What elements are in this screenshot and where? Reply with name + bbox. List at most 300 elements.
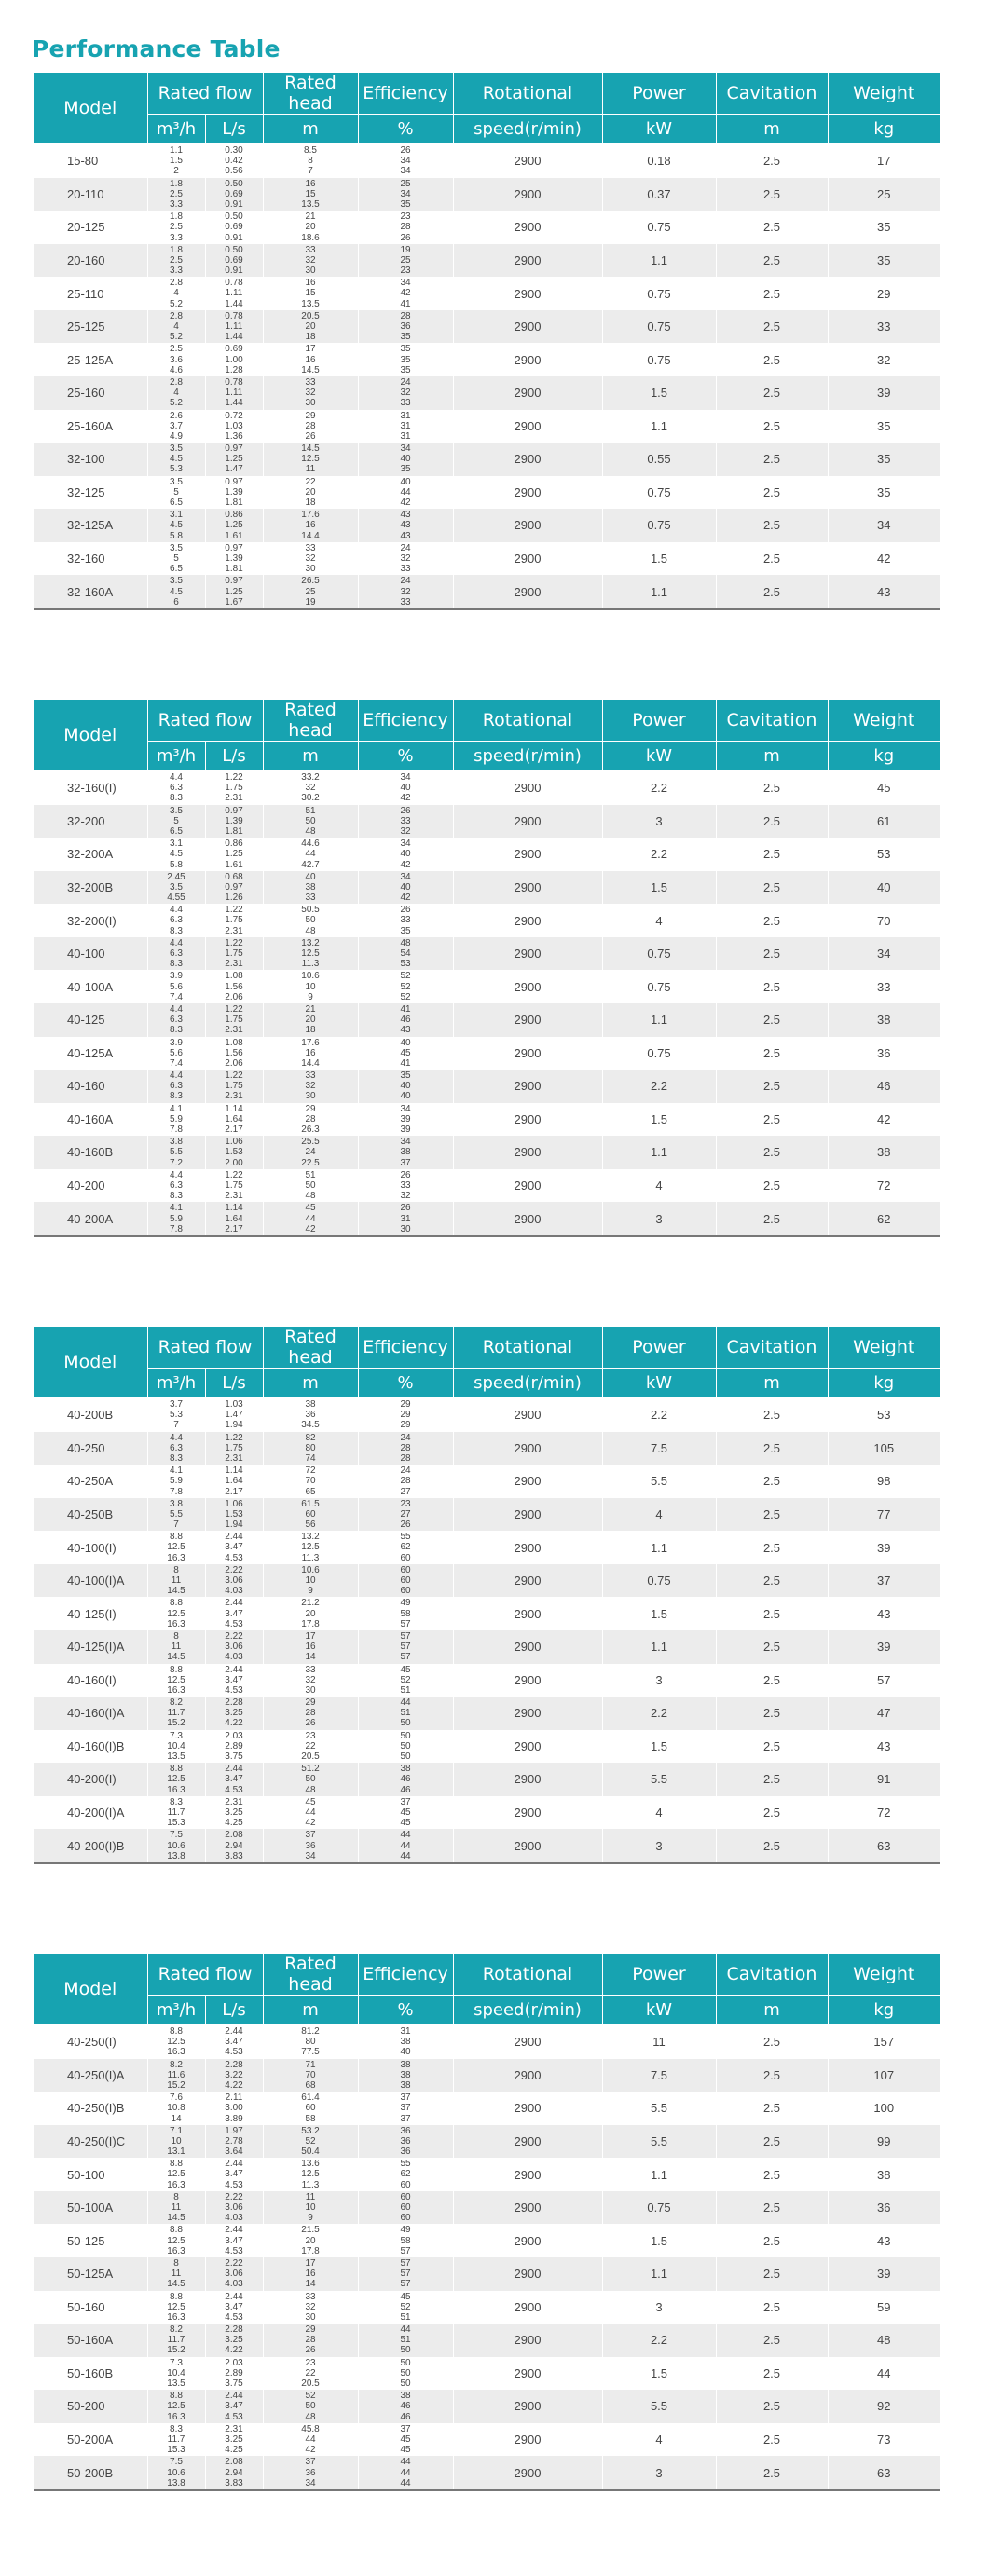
- power-cell: 1.5: [602, 2224, 716, 2257]
- model-cell: 20-110: [34, 178, 147, 211]
- head-cell-value: 13.6: [301, 2159, 320, 2170]
- table-row: [34, 1070, 940, 1103]
- flow-ls-cell: [205, 1564, 263, 1598]
- flow-m3h-cell-value: 8.3: [170, 2423, 183, 2434]
- efficiency-cell-value: 50: [400, 2357, 411, 2368]
- flow-ls-cell-value: 2.94: [225, 2467, 243, 2478]
- flow-ls-cell-value: 0.97: [225, 443, 243, 455]
- head-cell-value: 20: [305, 486, 316, 497]
- efficiency-cell-value: 35: [400, 344, 411, 355]
- head-cell-value: 9: [308, 991, 313, 1002]
- power-cell: 1.5: [602, 2357, 716, 2391]
- model-cell: 15-80: [34, 144, 147, 178]
- flow-m3h-cell-value: 3.7: [170, 1399, 183, 1410]
- efficiency-cell-value: 29: [400, 1420, 411, 1431]
- flow-ls-cell-value: 1.75: [225, 1442, 243, 1453]
- flow-m3h-cell-value: 15.3: [167, 1818, 185, 1829]
- head-cell-value: 50: [305, 1179, 316, 1191]
- flow-m3h-cell-value: 12.5: [167, 1608, 185, 1619]
- model-cell: 32-200A: [34, 838, 147, 871]
- efficiency-cell-value: 33: [400, 596, 411, 607]
- unit-row: [34, 1369, 940, 1398]
- flow-ls-cell: [205, 1136, 263, 1169]
- efficiency-cell-value: 23: [400, 211, 411, 223]
- table-row: [34, 1202, 940, 1236]
- flow-m3h-cell-value: 6.3: [170, 1179, 183, 1191]
- flow-m3h-cell: [147, 2025, 205, 2059]
- head-cell-value: 58: [305, 2113, 316, 2124]
- flow-ls-cell-value: 2.31: [225, 1025, 243, 1036]
- head-cell-value: 10.6: [301, 1564, 320, 1575]
- head-cell-value: 30: [305, 2311, 316, 2323]
- flow-ls-cell: [205, 1465, 263, 1498]
- flow-ls-cell: [205, 2158, 263, 2191]
- flow-m3h-cell-value: 7.5: [170, 1830, 183, 1841]
- cavitation-cell: 2.5: [716, 1169, 828, 1203]
- head-cell-value: 33: [305, 1070, 316, 1082]
- power-cell: 1.1: [602, 1136, 716, 1169]
- head-cell-value: 20: [305, 1608, 316, 1619]
- speed-cell: 2900: [453, 178, 602, 211]
- efficiency-cell-value: 46: [400, 1774, 411, 1785]
- head-cell-value: 60: [305, 2103, 316, 2114]
- flow-m3h-cell-value: 3.5: [170, 576, 183, 587]
- flow-ls-cell-value: 0.97: [225, 542, 243, 553]
- flow-m3h-cell-value: 5.8: [170, 859, 183, 870]
- flow-ls-cell: [205, 343, 263, 376]
- flow-ls-cell: [205, 277, 263, 310]
- efficiency-cell-value: 35: [400, 198, 411, 210]
- flow-ls-cell-value: 2.31: [225, 2423, 243, 2434]
- table-row: [34, 2456, 940, 2490]
- flow-ls-cell: [205, 2456, 263, 2490]
- table-row: [34, 1763, 940, 1796]
- header-weight: Weight: [828, 1954, 940, 1996]
- flow-ls-cell-value: 2.17: [225, 1124, 243, 1135]
- speed-cell: 2900: [453, 144, 602, 178]
- efficiency-cell-value: 34: [400, 871, 411, 882]
- flow-ls-cell-value: 1.22: [225, 1070, 243, 1082]
- flow-ls-cell-value: 4.03: [225, 1586, 243, 1597]
- efficiency-cell-value: 41: [400, 1057, 411, 1069]
- efficiency-cell-value: 27: [400, 1508, 411, 1520]
- weight-cell: 105: [828, 1432, 940, 1465]
- head-cell-value: 26: [305, 1718, 316, 1729]
- power-cell: 0.18: [602, 144, 716, 178]
- flow-m3h-cell-value: 13.5: [167, 2378, 185, 2389]
- efficiency-cell-value: 38: [400, 2059, 411, 2070]
- table-row: [34, 1730, 940, 1764]
- flow-ls-cell-value: 2.17: [225, 1223, 243, 1234]
- head-cell-value: 68: [305, 2079, 316, 2091]
- flow-ls-cell-value: 0.97: [225, 881, 243, 893]
- efficiency-cell-value: 37: [400, 1157, 411, 1168]
- flow-ls-cell-value: 4.22: [225, 2079, 243, 2091]
- head-cell-value: 17: [305, 1630, 316, 1642]
- head-cell-value: 48: [305, 1784, 316, 1795]
- speed-cell: 2900: [453, 2456, 602, 2490]
- speed-cell: 2900: [453, 1498, 602, 1532]
- speed-cell: 2900: [453, 2125, 602, 2159]
- head-cell-value: 10: [305, 1575, 316, 1586]
- efficiency-cell: [358, 2291, 453, 2324]
- efficiency-cell-value: 26: [400, 232, 411, 243]
- model-cell: 32-160: [34, 542, 147, 576]
- model-cell: 20-125: [34, 211, 147, 244]
- cavitation-cell: 2.5: [716, 904, 828, 937]
- flow-ls-cell-value: 1.06: [225, 1498, 243, 1509]
- flow-ls-cell-value: 1.64: [225, 1213, 243, 1224]
- flow-m3h-cell: [147, 904, 205, 937]
- flow-ls-cell: [205, 1730, 263, 1764]
- flow-m3h-cell: [147, 1103, 205, 1137]
- efficiency-cell-value: 42: [400, 288, 411, 299]
- efficiency-cell: [358, 2257, 453, 2291]
- efficiency-cell-value: 45: [400, 2291, 411, 2302]
- cavitation-cell: 2.5: [716, 838, 828, 871]
- flow-ls-cell: [205, 1796, 263, 1830]
- flow-ls-cell-value: 4.22: [225, 1718, 243, 1729]
- header-efficiency: Efficiency: [358, 73, 453, 115]
- efficiency-cell-value: 38: [400, 1764, 411, 1775]
- unit-head: m: [263, 1996, 358, 2025]
- head-cell-value: 60: [305, 1508, 316, 1520]
- flow-ls-cell-value: 4.53: [225, 2411, 243, 2422]
- efficiency-cell-value: 40: [400, 849, 411, 860]
- efficiency-cell-value: 45: [400, 1664, 411, 1675]
- weight-cell: 32: [877, 352, 891, 367]
- flow-ls-cell-value: 2.00: [225, 1157, 243, 1168]
- head-cell-value: 25.5: [301, 1137, 320, 1148]
- cavitation-cell: 2.5: [716, 937, 828, 971]
- flow-ls-cell: [205, 838, 263, 871]
- unit-head: m: [263, 1369, 358, 1398]
- efficiency-cell-value: 33: [400, 398, 411, 409]
- header-row: [34, 1327, 940, 1369]
- weight-cell: 59: [877, 2299, 891, 2314]
- cavitation-cell: 2.5: [716, 575, 828, 609]
- cavitation-cell: 2.5: [716, 1697, 828, 1730]
- flow-m3h-cell-value: 11: [171, 2269, 182, 2280]
- cavitation-cell: 2.5: [716, 1829, 828, 1863]
- head-cell-value: 30: [305, 398, 316, 409]
- flow-m3h-cell-value: 5.6: [170, 981, 183, 992]
- performance-table-grid: [34, 700, 940, 1237]
- table-row: [34, 1136, 940, 1169]
- flow-m3h-cell: [147, 838, 205, 871]
- flow-ls-cell-value: 2.28: [225, 1697, 243, 1709]
- flow-m3h-cell-value: 5.2: [170, 398, 183, 409]
- efficiency-cell-value: 45: [400, 2433, 411, 2445]
- model-cell: 40-200: [34, 1169, 147, 1203]
- flow-m3h-cell-value: 4.5: [170, 520, 183, 531]
- efficiency-cell-value: 44: [400, 486, 411, 497]
- efficiency-cell-value: 40: [400, 2047, 411, 2058]
- flow-m3h-cell: [147, 1531, 205, 1564]
- head-cell-value: 48: [305, 825, 316, 837]
- head-cell-value: 18: [305, 1025, 316, 1036]
- flow-ls-cell-value: 3.47: [225, 2401, 243, 2412]
- cavitation-cell: 2.5: [716, 2291, 828, 2324]
- speed-cell: 2900: [453, 277, 602, 310]
- header-efficiency: Efficiency: [358, 1327, 453, 1369]
- flow-ls-cell: [205, 542, 263, 576]
- flow-ls-cell-value: 0.50: [225, 178, 243, 189]
- flow-ls-cell-value: 3.47: [225, 1674, 243, 1685]
- flow-m3h-cell-value: 7.4: [170, 991, 183, 1002]
- efficiency-cell-value: 32: [400, 552, 411, 564]
- unit-row: [34, 742, 940, 771]
- weight-cell: 42: [877, 552, 891, 566]
- head-cell: [263, 1829, 358, 1863]
- flow-ls-cell: [205, 2025, 263, 2059]
- efficiency-cell-value: 52: [400, 971, 411, 982]
- flow-ls-cell: [205, 211, 263, 244]
- head-cell-value: 21: [305, 1003, 316, 1015]
- head-cell-value: 50: [305, 915, 316, 926]
- efficiency-cell-value: 39: [400, 1124, 411, 1135]
- head-cell-value: 11: [305, 2191, 316, 2202]
- efficiency-cell-value: 24: [400, 576, 411, 587]
- head-cell-value: 16: [305, 2269, 316, 2280]
- cavitation-cell: 2.5: [716, 1531, 828, 1564]
- head-cell-value: 11.3: [301, 959, 320, 970]
- efficiency-cell-value: 31: [400, 430, 411, 442]
- efficiency-cell: [358, 1630, 453, 1664]
- head-cell-value: 30.2: [301, 793, 320, 804]
- flow-ls-cell-value: 2.08: [225, 1830, 243, 1841]
- efficiency-cell-value: 28: [400, 1452, 411, 1464]
- flow-ls-cell-value: 2.22: [225, 2191, 243, 2202]
- head-cell: [263, 443, 358, 476]
- flow-m3h-cell-value: 4.5: [170, 849, 183, 860]
- table-row: [34, 937, 940, 971]
- efficiency-cell-value: 50: [400, 1718, 411, 1729]
- weight-cell: 38: [828, 1003, 940, 1037]
- unit-flow-ls: L/s: [205, 115, 263, 144]
- table-row: [34, 805, 940, 838]
- flow-m3h-cell-value: 13.5: [167, 1751, 185, 1762]
- flow-ls-cell-value: 0.30: [225, 145, 243, 156]
- model-cell: 32-200B: [34, 871, 147, 905]
- flow-ls-cell: [205, 1398, 263, 1432]
- flow-ls-cell-value: 1.22: [225, 1003, 243, 1015]
- header-weight: Weight: [828, 700, 940, 742]
- head-cell-value: 44: [305, 2433, 316, 2445]
- head-cell-value: 30: [305, 1684, 316, 1696]
- head-cell-value: 19: [305, 596, 316, 607]
- efficiency-cell-value: 57: [400, 1642, 411, 1653]
- power-cell: 1.1: [602, 2158, 716, 2191]
- flow-m3h-cell-value: 3.3: [170, 198, 183, 210]
- flow-m3h-cell-value: 2.5: [170, 254, 183, 266]
- head-cell-value: 17.8: [301, 1618, 320, 1629]
- unit-cavitation: m: [716, 115, 828, 144]
- power-cell: 1.5: [602, 542, 716, 576]
- table-row: [34, 211, 940, 244]
- speed-cell: 2900: [453, 2324, 602, 2357]
- power-cell: 0.75: [602, 509, 716, 542]
- efficiency-cell-value: 48: [400, 937, 411, 948]
- head-cell-value: 16: [305, 278, 316, 289]
- flow-m3h-cell-value: 4.1: [170, 1103, 183, 1114]
- flow-ls-cell: [205, 871, 263, 905]
- efficiency-cell-value: 62: [400, 2169, 411, 2180]
- weight-cell: 34: [828, 937, 940, 971]
- efficiency-cell: [358, 1136, 453, 1169]
- model-cell: 40-250(I): [34, 2025, 147, 2059]
- cavitation-cell: 2.5: [716, 805, 828, 838]
- flow-m3h-cell-value: 4.9: [170, 430, 183, 442]
- flow-m3h-cell: [147, 2224, 205, 2257]
- head-cell-value: 16: [305, 178, 316, 189]
- flow-m3h-cell-value: 8.8: [170, 2291, 183, 2302]
- efficiency-cell-value: 32: [400, 1191, 411, 1202]
- flow-m3h-cell-value: 7.6: [170, 2092, 183, 2104]
- table-row: [34, 2324, 940, 2357]
- weight-cell: 40: [828, 871, 940, 905]
- table-row: [34, 838, 940, 871]
- flow-ls-cell-value: 1.64: [225, 1113, 243, 1124]
- head-cell: [263, 509, 358, 542]
- head-cell-value: 13.2: [301, 937, 320, 948]
- flow-ls-cell: [205, 1697, 263, 1730]
- flow-ls-cell: [205, 904, 263, 937]
- head-cell-value: 30: [305, 266, 316, 277]
- head-cell-value: 26.3: [301, 1124, 320, 1135]
- flow-ls-cell-value: 2.22: [225, 2257, 243, 2269]
- efficiency-cell: [358, 443, 453, 476]
- flow-m3h-cell: [147, 1070, 205, 1103]
- head-cell: [263, 2257, 358, 2291]
- cavitation-cell: 2.5: [716, 244, 828, 278]
- flow-ls-cell: [205, 144, 263, 178]
- flow-ls-cell-value: 1.94: [225, 1520, 243, 1531]
- flow-m3h-cell-value: 12.5: [167, 2401, 185, 2412]
- flow-ls-cell-value: 4.53: [225, 1618, 243, 1629]
- efficiency-cell: [358, 871, 453, 905]
- weight-cell: 92: [828, 2390, 940, 2423]
- flow-m3h-cell-value: 11.6: [167, 2069, 185, 2080]
- performance-table-grid: [34, 1954, 940, 2491]
- efficiency-cell: [358, 2390, 453, 2423]
- table-row: [34, 1829, 940, 1863]
- flow-ls-cell-value: 3.89: [225, 2113, 243, 2124]
- table-row: [34, 2423, 940, 2457]
- efficiency-cell-value: 24: [400, 1465, 411, 1477]
- performance-table: [34, 73, 940, 610]
- flow-m3h-cell-value: 7.8: [170, 1124, 183, 1135]
- flow-m3h-cell: [147, 2059, 205, 2092]
- power-cell: 2.2: [602, 2324, 716, 2357]
- speed-cell: 2900: [453, 805, 602, 838]
- header-power: Power: [602, 1327, 716, 1369]
- flow-m3h-cell-value: 12.5: [167, 2169, 185, 2180]
- weight-cell: 157: [873, 2035, 895, 2050]
- flow-ls-cell-value: 0.56: [225, 166, 243, 177]
- head-cell: [263, 2324, 358, 2357]
- head-cell-value: 77.5: [301, 2047, 320, 2058]
- head-cell-value: 17.8: [301, 2245, 320, 2256]
- model-cell: 40-250B: [34, 1498, 147, 1532]
- flow-m3h-cell: [147, 509, 205, 542]
- flow-ls-cell-value: 2.31: [225, 793, 243, 804]
- efficiency-cell-value: 36: [400, 2147, 411, 2158]
- head-cell-value: 36: [305, 1840, 316, 1851]
- flow-ls-cell: [205, 2125, 263, 2159]
- flow-m3h-cell-value: 3.5: [170, 542, 183, 553]
- efficiency-cell-value: 38: [400, 2069, 411, 2080]
- cavitation-cell: 2.5: [716, 1796, 828, 1830]
- head-cell: [263, 343, 358, 376]
- efficiency-cell-value: 50: [400, 1730, 411, 1741]
- flow-ls-cell: [205, 2257, 263, 2291]
- flow-m3h-cell-value: 2.5: [170, 188, 183, 199]
- flow-m3h-cell-value: 4.4: [170, 1432, 183, 1443]
- header-weight: Weight: [828, 73, 940, 115]
- flow-m3h-cell: [147, 2357, 205, 2391]
- head-cell: [263, 1597, 358, 1630]
- model-cell: 32-160(I): [34, 771, 147, 805]
- flow-m3h-cell-value: 5.6: [170, 1047, 183, 1058]
- flow-ls-cell-value: 1.25: [225, 454, 243, 465]
- flow-m3h-cell-value: 7.8: [170, 1223, 183, 1234]
- speed-cell: 2900: [453, 2224, 602, 2257]
- model-cell: 40-100: [34, 937, 147, 971]
- flow-m3h-cell-value: 16.3: [167, 1684, 185, 1696]
- weight-cell: 63: [828, 2456, 940, 2490]
- head-cell-value: 33: [305, 376, 316, 388]
- speed-cell: 2900: [453, 1070, 602, 1103]
- efficiency-cell-value: 38: [400, 2079, 411, 2091]
- flow-ls-cell-value: 1.97: [225, 2125, 243, 2136]
- head-cell-value: 16: [305, 1047, 316, 1058]
- flow-ls-cell: [205, 2390, 263, 2423]
- flow-ls-cell-value: 3.47: [225, 1774, 243, 1785]
- flow-m3h-cell-value: 5: [173, 486, 179, 497]
- efficiency-cell-value: 19: [400, 244, 411, 255]
- flow-ls-cell-value: 1.53: [225, 1508, 243, 1520]
- head-cell-value: 14: [305, 2279, 316, 2290]
- head-cell-value: 42: [305, 2445, 316, 2456]
- head-cell-value: 50: [305, 1774, 316, 1785]
- power-cell: 1.5: [602, 1730, 716, 1764]
- model-cell: 25-110: [34, 277, 147, 310]
- efficiency-cell-value: 33: [400, 1179, 411, 1191]
- flow-m3h-cell-value: 8.3: [170, 959, 183, 970]
- efficiency-cell-value: 43: [400, 1025, 411, 1036]
- power-cell: 4: [602, 904, 716, 937]
- flow-ls-cell-value: 2.31: [225, 959, 243, 970]
- table-row: [34, 2390, 940, 2423]
- header-efficiency: Efficiency: [358, 1954, 453, 1996]
- cavitation-cell: 2.5: [716, 2257, 828, 2291]
- efficiency-cell-value: 26: [400, 1520, 411, 1531]
- power-cell: 1.5: [602, 1103, 716, 1137]
- speed-cell: 2900: [453, 1103, 602, 1137]
- flow-m3h-cell: [147, 1730, 205, 1764]
- unit-efficiency: %: [358, 115, 453, 144]
- flow-m3h-cell-value: 14.5: [167, 2213, 185, 2224]
- weight-cell: 33: [877, 979, 891, 994]
- head-cell: [263, 2224, 358, 2257]
- table-row: [34, 476, 940, 510]
- flow-m3h-cell-value: 8.2: [170, 1697, 183, 1709]
- efficiency-cell-value: 57: [400, 2245, 411, 2256]
- cavitation-cell: 2.5: [716, 2158, 828, 2191]
- flow-m3h-cell-value: 16.3: [167, 1784, 185, 1795]
- cavitation-cell: 2.5: [716, 1564, 828, 1598]
